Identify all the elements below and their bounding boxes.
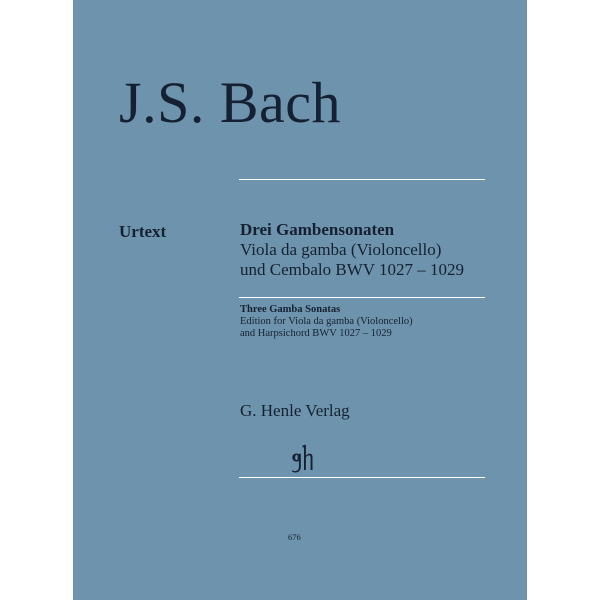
- edition-number: 676: [288, 532, 301, 542]
- title-german-line-2: Viola da gamba (Violoncello): [240, 240, 442, 259]
- title-german-line-3: und Cembalo BWV 1027 – 1029: [240, 260, 464, 279]
- henle-gh-logo-icon: [290, 444, 314, 474]
- title-english-line-1: Three Gamba Sonatas: [240, 304, 341, 315]
- urtext-label: Urtext: [119, 222, 167, 241]
- divider-middle: [239, 297, 485, 298]
- title-english-line-3: and Harpsichord BWV 1027 – 1029: [240, 328, 392, 339]
- book-cover: [73, 0, 527, 600]
- composer-name: J.S. Bach: [119, 70, 341, 135]
- publisher-name: G. Henle Verlag: [240, 401, 350, 420]
- title-german-line-1: Drei Gambensonaten: [240, 220, 395, 239]
- divider-bottom: [239, 477, 485, 478]
- title-english: [240, 304, 413, 340]
- divider-top: [239, 179, 485, 180]
- title-english-line-2: Edition for Viola da gamba (Violoncello): [240, 316, 413, 327]
- title-german: [240, 220, 464, 280]
